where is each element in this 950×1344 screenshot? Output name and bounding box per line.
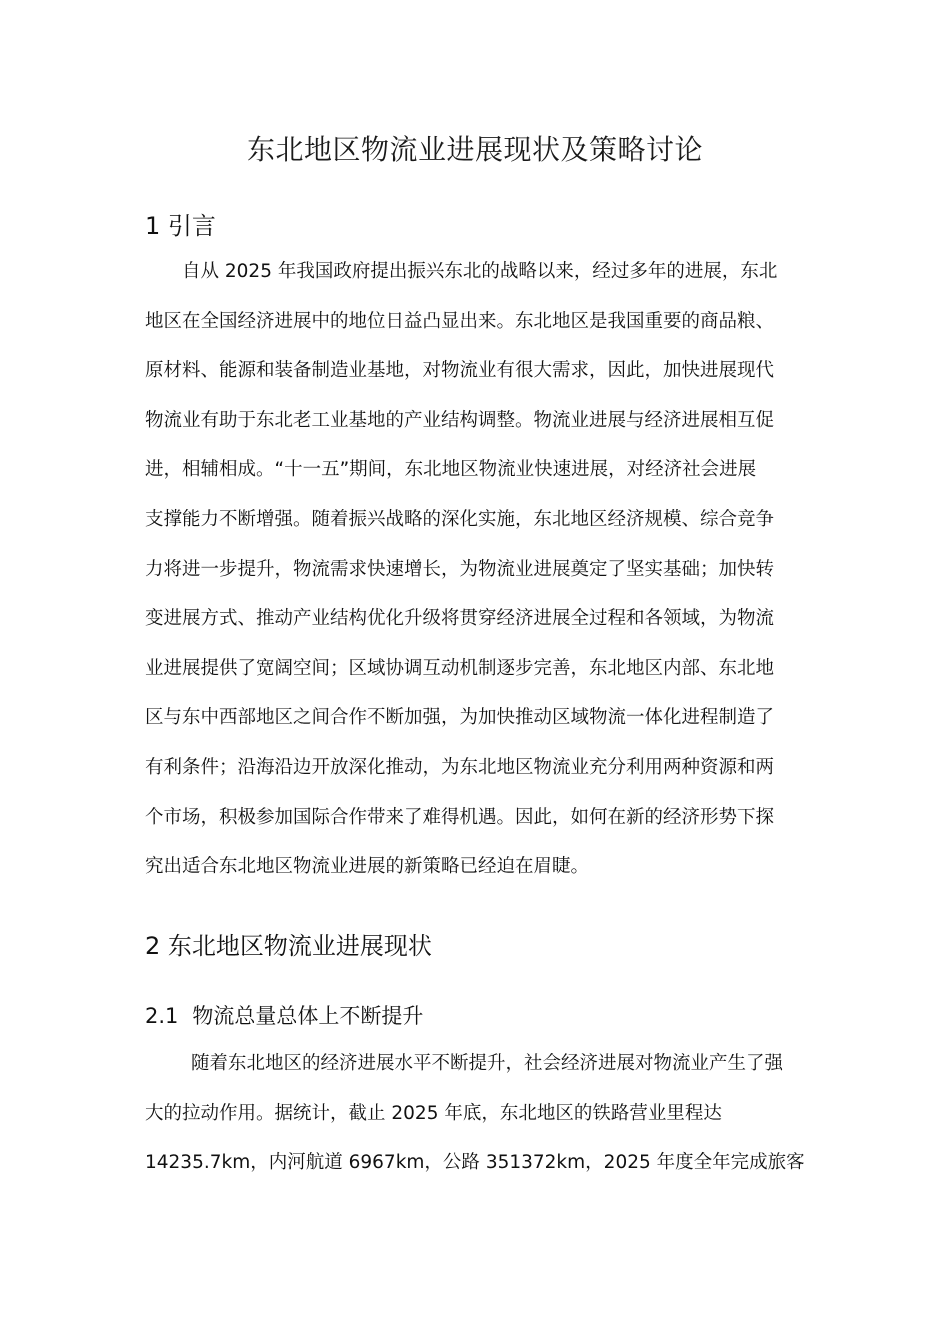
paragraph-line: 大的拉动作用。据统计，截止 2025 年底，东北地区的铁路营业里程达 (145, 1102, 722, 1124)
paragraph-line: 力将进一步提升，物流需求快速增长，为物流业进展奠定了坚实基础；加快转 (145, 558, 775, 580)
paragraph-line: 14235.7km，内河航道 6967km，公路 351372km，2025 年度全年完成旅客 (145, 1152, 805, 1174)
paragraph-line: 支撑能力不断增强。随着振兴战略的深化实施，东北地区经济规模、综合竞争 (145, 508, 775, 530)
section-heading-status: 2 东北地区物流业进展现状 (145, 932, 432, 960)
paragraph-introduction (145, 257, 810, 902)
paragraph-line: 原材料、能源和装备制造业基地，对物流业有很大需求，因此，加快进展现代 (145, 360, 775, 382)
paragraph-line: 个市场，积极参加国际合作带来了难得机遇。因此，如何在新的经济形势下探 (145, 806, 775, 828)
paragraph-line: 随着东北地区的经济进展水平不断提升，社会经济进展对物流业产生了强 (191, 1053, 784, 1074)
paragraph-line: 业进展提供了宽阔空间；区域协调互动机制逐步完善，东北地区内部、东北地 (145, 657, 775, 679)
document-title: 东北地区物流业进展现状及策略讨论 (246, 133, 703, 166)
paragraph-line: 进，相辅相成。“十一五”期间，东北地区物流业快速进展，对经济社会进展 (145, 459, 757, 481)
paragraph-logistics-volume (145, 1049, 810, 1198)
subsection-number: 2.1 (145, 1004, 179, 1028)
paragraph-line: 区与东中西部地区之间合作不断加强，为加快推动区域物流一体化进程制造了 (145, 707, 775, 729)
paragraph-line: 物流业有助于东北老工业基地的产业结构调整。物流业进展与经济进展相互促 (145, 409, 775, 431)
paragraph-line: 究出适合东北地区物流业进展的新策略已经迫在眉睫。 (145, 856, 590, 878)
paragraph-line: 地区在全国经济进展中的地位日益凸显出来。东北地区是我国重要的商品粮、 (145, 310, 775, 332)
subsection-heading-logistics-volume (145, 1000, 423, 1030)
paragraph-line: 自从 2025 年我国政府提出振兴东北的战略以来，经过多年的进展，东北 (182, 261, 778, 282)
paragraph-line: 变进展方式、推动产业结构优化升级将贯穿经济进展全过程和各领域，为物流 (145, 608, 775, 630)
section-heading-introduction: 1 引言 (145, 212, 216, 240)
subsection-title: 物流总量总体上不断提升 (192, 1004, 424, 1028)
paragraph-line: 有利条件；沿海沿边开放深化推动，为东北地区物流业充分利用两种资源和两 (145, 756, 775, 778)
